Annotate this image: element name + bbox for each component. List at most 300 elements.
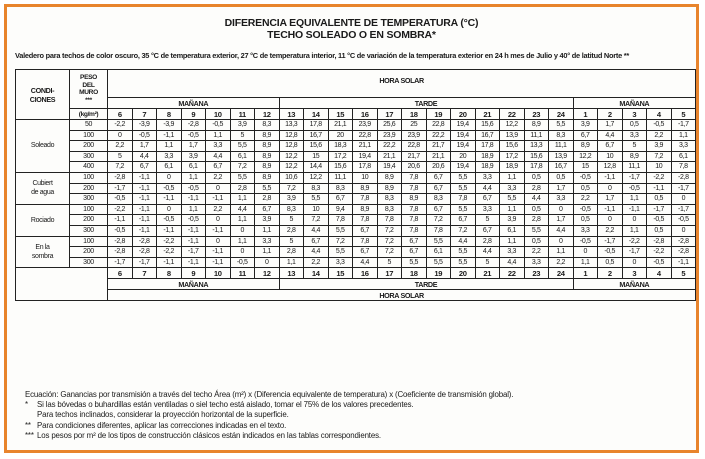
condition-label-line: Soleado xyxy=(30,142,55,150)
value-cell: 7,2 xyxy=(377,225,402,236)
condition-label xyxy=(16,120,70,173)
footer-hour-14: 14 xyxy=(304,268,329,279)
value-cell: 5,5 xyxy=(328,225,353,236)
value-cell: -1,1 xyxy=(132,225,157,236)
condiciones-line: CIONES xyxy=(29,94,56,104)
value-cell: 12,2 xyxy=(573,151,598,162)
value-cell: 7,8 xyxy=(402,225,427,236)
value-cell: 16,7 xyxy=(475,130,500,141)
footer-hour-9: 9 xyxy=(181,268,206,279)
value-cell: 1,7 xyxy=(598,120,623,131)
value-cell: 0,5 xyxy=(573,215,598,226)
value-cell: 3,9 xyxy=(647,141,672,152)
value-cell: 0 xyxy=(622,215,647,226)
value-cell: 9,4 xyxy=(328,204,353,215)
value-cell: 8,9 xyxy=(353,183,378,194)
value-cell: 13,9 xyxy=(549,151,574,162)
peso-cell: 100 xyxy=(70,236,108,247)
value-cell: -1,1 xyxy=(132,204,157,215)
table-row xyxy=(16,172,696,183)
value-cell: 25,6 xyxy=(377,120,402,131)
value-cell: 22,2 xyxy=(426,130,451,141)
value-cell: 21,1 xyxy=(328,120,353,131)
value-cell: 20,6 xyxy=(402,162,427,173)
table-row xyxy=(16,162,696,173)
condition-label-line: de agua xyxy=(31,189,54,197)
value-cell: 6,7 xyxy=(206,162,231,173)
value-cell: 0 xyxy=(255,257,280,268)
value-cell: 8,9 xyxy=(255,151,280,162)
value-cell: 0,5 xyxy=(524,204,549,215)
value-cell: -1,1 xyxy=(132,194,157,205)
peso-line: MURO xyxy=(79,89,98,96)
value-cell: 12,2 xyxy=(279,162,304,173)
value-cell: 8,9 xyxy=(255,162,280,173)
value-cell: 0 xyxy=(230,225,255,236)
value-cell: -1,1 xyxy=(206,194,231,205)
value-cell: 0 xyxy=(671,225,696,236)
condition-label xyxy=(16,204,70,236)
value-cell: -1,7 xyxy=(108,257,133,268)
footer-hour-18: 18 xyxy=(402,268,427,279)
value-cell: -2,2 xyxy=(622,236,647,247)
footer-tarde: TARDE xyxy=(279,279,573,290)
value-cell: 15,6 xyxy=(475,120,500,131)
value-cell: 22,8 xyxy=(402,141,427,152)
value-cell: 7,8 xyxy=(377,215,402,226)
peso-cell: 100 xyxy=(70,130,108,141)
value-cell: 11,1 xyxy=(328,172,353,183)
value-cell: 2,2 xyxy=(524,247,549,258)
value-cell: 2,8 xyxy=(524,215,549,226)
peso-cell: 100 xyxy=(70,204,108,215)
value-cell: 3,3 xyxy=(671,141,696,152)
value-cell: 7,8 xyxy=(451,194,476,205)
hour-header-7: 7 xyxy=(132,109,157,120)
value-cell: 0 xyxy=(206,215,231,226)
value-cell: 6,1 xyxy=(671,151,696,162)
value-cell: -1,1 xyxy=(157,194,182,205)
value-cell: 6,7 xyxy=(475,225,500,236)
hour-header-16: 16 xyxy=(353,109,378,120)
value-cell: 0 xyxy=(157,204,182,215)
value-cell: -1,1 xyxy=(206,247,231,258)
value-cell: 0 xyxy=(549,204,574,215)
value-cell: 7,8 xyxy=(402,215,427,226)
value-cell: 5 xyxy=(475,215,500,226)
value-cell: 8,9 xyxy=(573,141,598,152)
value-cell: 6,7 xyxy=(426,204,451,215)
hour-header-6: 6 xyxy=(108,109,133,120)
value-cell: -2,2 xyxy=(647,172,672,183)
value-cell: 0,5 xyxy=(549,172,574,183)
value-cell: 5,5 xyxy=(451,183,476,194)
value-cell: -0,5 xyxy=(108,225,133,236)
peso-cell: 200 xyxy=(70,141,108,152)
value-cell: 6,7 xyxy=(328,194,353,205)
value-cell: -0,5 xyxy=(598,247,623,258)
value-cell: 5 xyxy=(230,130,255,141)
peso-line: *** xyxy=(85,96,92,104)
value-cell: 3,9 xyxy=(255,215,280,226)
value-cell: 23,9 xyxy=(353,120,378,131)
value-cell: 8,3 xyxy=(328,183,353,194)
page-frame xyxy=(4,4,699,453)
value-cell: 5,5 xyxy=(524,225,549,236)
value-cell: 0 xyxy=(622,257,647,268)
peso-cell: 400 xyxy=(70,162,108,173)
value-cell: 1,1 xyxy=(622,194,647,205)
value-cell: 10 xyxy=(647,162,672,173)
footer-hour-6: 6 xyxy=(108,268,133,279)
value-cell: 3,3 xyxy=(255,236,280,247)
value-cell: 1,7 xyxy=(549,215,574,226)
value-cell: -1,1 xyxy=(206,257,231,268)
value-cell: 7,8 xyxy=(402,183,427,194)
value-cell: -2,8 xyxy=(671,247,696,258)
footer-hora-solar: HORA SOLAR xyxy=(108,290,696,301)
table-row xyxy=(16,236,696,247)
table-row xyxy=(16,183,696,194)
value-cell: -1,7 xyxy=(622,247,647,258)
value-cell: -1,1 xyxy=(598,172,623,183)
value-cell: 0,5 xyxy=(622,120,647,131)
peso-cell: 100 xyxy=(70,172,108,183)
value-cell: 18,9 xyxy=(475,162,500,173)
value-cell: 3,3 xyxy=(524,257,549,268)
value-cell: 3,3 xyxy=(549,194,574,205)
value-cell: -0,5 xyxy=(573,204,598,215)
value-cell: 0 xyxy=(573,247,598,258)
value-cell: 1,1 xyxy=(230,215,255,226)
hour-header-23: 23 xyxy=(524,109,549,120)
footer-hour-8: 8 xyxy=(157,268,182,279)
value-cell: 19,4 xyxy=(451,162,476,173)
value-cell: 4,4 xyxy=(451,236,476,247)
value-cell: 2,8 xyxy=(524,183,549,194)
value-cell: 21,7 xyxy=(402,151,427,162)
value-cell: 1,1 xyxy=(181,204,206,215)
value-cell: 6,7 xyxy=(426,172,451,183)
value-cell: -2,8 xyxy=(132,236,157,247)
value-cell: 16,7 xyxy=(304,130,329,141)
value-cell: -0,5 xyxy=(132,130,157,141)
footnote-line xyxy=(25,410,695,420)
value-cell: 8,9 xyxy=(353,204,378,215)
value-cell: -1,1 xyxy=(108,215,133,226)
value-cell: 1,1 xyxy=(157,141,182,152)
value-cell: 15,6 xyxy=(304,141,329,152)
value-cell: 0 xyxy=(230,247,255,258)
hour-header-3: 3 xyxy=(622,109,647,120)
value-cell: 20 xyxy=(328,130,353,141)
footer-hour-row xyxy=(16,268,696,279)
value-cell: -1,7 xyxy=(671,204,696,215)
table-row xyxy=(16,120,696,131)
hour-header-18: 18 xyxy=(402,109,427,120)
footer-hour-20: 20 xyxy=(451,268,476,279)
value-cell: -1,1 xyxy=(157,225,182,236)
value-cell: 5 xyxy=(377,257,402,268)
title-line-1: DIFERENCIA EQUIVALENTE DE TEMPERATURA (°C) xyxy=(224,17,479,29)
value-cell: 5,5 xyxy=(230,172,255,183)
footnote-text: Ecuación: Ganancias por transmisión a través del techo Área (m²) x (Diferencia equivalente de temperatura) x (Coeficiente de transmisión global). xyxy=(25,390,514,399)
value-cell: 7,2 xyxy=(377,236,402,247)
value-cell: 5,5 xyxy=(451,257,476,268)
value-cell: -2,2 xyxy=(647,247,672,258)
value-cell: 2,2 xyxy=(206,204,231,215)
value-cell: -0,5 xyxy=(181,183,206,194)
value-cell: 15,6 xyxy=(500,141,525,152)
value-cell: -3,9 xyxy=(157,120,182,131)
value-cell: 1,1 xyxy=(255,225,280,236)
value-cell: 11,1 xyxy=(524,130,549,141)
value-cell: 6,7 xyxy=(304,236,329,247)
footer-hour-1: 1 xyxy=(573,268,598,279)
value-cell: -0,5 xyxy=(157,183,182,194)
footnote-line xyxy=(25,421,695,431)
table-row xyxy=(16,257,696,268)
peso-cell: 300 xyxy=(70,151,108,162)
value-cell: 1,7 xyxy=(132,141,157,152)
peso-line: DEL xyxy=(82,81,95,89)
value-cell: 0 xyxy=(206,236,231,247)
value-cell: 1,7 xyxy=(181,141,206,152)
value-cell: -1,7 xyxy=(132,257,157,268)
condition-label-line: Rociado xyxy=(30,216,55,224)
value-cell: 0 xyxy=(108,130,133,141)
value-cell: 7,2 xyxy=(426,215,451,226)
value-cell: 2,8 xyxy=(279,247,304,258)
value-cell: 6,7 xyxy=(451,215,476,226)
value-cell: 4,4 xyxy=(500,257,525,268)
temperature-table xyxy=(15,69,696,301)
value-cell: 5,5 xyxy=(304,194,329,205)
value-cell: -1,1 xyxy=(181,257,206,268)
value-cell: -1,1 xyxy=(132,183,157,194)
value-cell: -1,1 xyxy=(206,225,231,236)
table-row xyxy=(16,151,696,162)
value-cell: 7,8 xyxy=(426,225,451,236)
footer-hour-4: 4 xyxy=(647,268,672,279)
value-cell: 17,8 xyxy=(304,120,329,131)
footnote-line xyxy=(25,390,695,400)
value-cell: -1,7 xyxy=(598,236,623,247)
value-cell: 3,9 xyxy=(279,194,304,205)
value-cell: 5,5 xyxy=(451,247,476,258)
footer-hour-5: 5 xyxy=(671,268,696,279)
value-cell: 5,5 xyxy=(500,194,525,205)
value-cell: 1,1 xyxy=(500,204,525,215)
value-cell: -1,1 xyxy=(157,257,182,268)
footer-hour-7: 7 xyxy=(132,268,157,279)
value-cell: 0,5 xyxy=(573,183,598,194)
period-row xyxy=(16,98,696,109)
value-cell: 6,7 xyxy=(132,162,157,173)
value-cell: 3,9 xyxy=(500,215,525,226)
value-cell: 4,4 xyxy=(475,247,500,258)
value-cell: -0,5 xyxy=(230,257,255,268)
value-cell: 10 xyxy=(598,151,623,162)
value-cell: 4,4 xyxy=(524,194,549,205)
value-cell: 8,3 xyxy=(304,183,329,194)
table-title xyxy=(7,17,696,41)
value-cell: 6,1 xyxy=(157,162,182,173)
hour-header-1: 1 xyxy=(573,109,598,120)
hour-header-21: 21 xyxy=(475,109,500,120)
hour-header-24: 24 xyxy=(549,109,574,120)
condition-label-line: sombra xyxy=(31,252,54,260)
value-cell: 7,2 xyxy=(279,183,304,194)
footer-hora-row xyxy=(16,290,696,301)
value-cell: 1,1 xyxy=(500,172,525,183)
hour-row xyxy=(16,109,696,120)
value-cell: 7,2 xyxy=(647,151,672,162)
value-cell: 17,8 xyxy=(475,141,500,152)
hora-solar-header: HORA SOLAR xyxy=(108,70,696,98)
value-cell: -0,5 xyxy=(622,183,647,194)
value-cell: 7,2 xyxy=(108,162,133,173)
value-cell: -1,1 xyxy=(157,130,182,141)
value-cell: 0,5 xyxy=(524,172,549,183)
value-cell: 2,2 xyxy=(206,172,231,183)
hour-header-8: 8 xyxy=(157,109,182,120)
value-cell: 2,2 xyxy=(304,257,329,268)
footer-hour-19: 19 xyxy=(426,268,451,279)
value-cell: 5,5 xyxy=(426,236,451,247)
value-cell: 2,8 xyxy=(230,183,255,194)
footnote-text: Si las bóvedas o buhardillas están ventiladas o siel techo está aislado, tomar el 75% de los valores precedentes. xyxy=(37,400,414,410)
value-cell: 1,1 xyxy=(671,130,696,141)
value-cell: 3,3 xyxy=(500,183,525,194)
footer-hour-2: 2 xyxy=(598,268,623,279)
value-cell: 3,9 xyxy=(573,120,598,131)
value-cell: 2,2 xyxy=(647,130,672,141)
value-cell: 4,4 xyxy=(206,151,231,162)
table-row xyxy=(16,141,696,152)
value-cell: 2,2 xyxy=(573,194,598,205)
peso-cell: 300 xyxy=(70,225,108,236)
value-cell: 7,8 xyxy=(402,204,427,215)
value-cell: 6,7 xyxy=(255,204,280,215)
value-cell: 3,3 xyxy=(622,130,647,141)
value-cell: 6,7 xyxy=(573,130,598,141)
value-cell: 13,9 xyxy=(500,130,525,141)
footer-hour-10: 10 xyxy=(206,268,231,279)
value-cell: 21,1 xyxy=(377,151,402,162)
value-cell: 2,2 xyxy=(108,141,133,152)
value-cell: -0,5 xyxy=(647,257,672,268)
footer-hour-22: 22 xyxy=(500,268,525,279)
value-cell: 5,5 xyxy=(328,247,353,258)
value-cell: 7,8 xyxy=(328,215,353,226)
value-cell: 1,1 xyxy=(230,194,255,205)
footer-hour-24: 24 xyxy=(549,268,574,279)
value-cell: 20 xyxy=(451,151,476,162)
hour-header-14: 14 xyxy=(304,109,329,120)
value-cell: -1,1 xyxy=(181,236,206,247)
header-row xyxy=(16,70,696,98)
value-cell: -0,5 xyxy=(206,120,231,131)
value-cell: 3,3 xyxy=(475,204,500,215)
value-cell: 1,1 xyxy=(573,257,598,268)
footnote-mark: *** xyxy=(25,430,34,440)
value-cell: -2,8 xyxy=(671,172,696,183)
value-cell: 13,3 xyxy=(279,120,304,131)
value-cell: 4,4 xyxy=(132,151,157,162)
value-cell: -1,1 xyxy=(132,215,157,226)
footer-manana: MAÑANA xyxy=(108,279,280,290)
value-cell: 18,9 xyxy=(500,162,525,173)
condiciones-line: CONDI- xyxy=(30,85,55,95)
value-cell: 15,6 xyxy=(524,151,549,162)
table-row xyxy=(16,225,696,236)
unit-header: (kg/m²) xyxy=(70,109,108,120)
value-cell: -1,7 xyxy=(622,172,647,183)
peso-cell: 200 xyxy=(70,215,108,226)
value-cell: 1,7 xyxy=(549,183,574,194)
value-cell: -2,2 xyxy=(157,247,182,258)
value-cell: 1,1 xyxy=(181,172,206,183)
condition-label-line: Cubiert xyxy=(32,180,53,188)
value-cell: 0 xyxy=(206,183,231,194)
value-cell: 1,1 xyxy=(230,236,255,247)
value-cell: 4,4 xyxy=(353,257,378,268)
value-cell: 7,8 xyxy=(353,236,378,247)
value-cell: 5,5 xyxy=(451,172,476,183)
value-cell: 5 xyxy=(475,257,500,268)
footer-hour-15: 15 xyxy=(328,268,353,279)
value-cell: 12,2 xyxy=(304,172,329,183)
value-cell: 19,4 xyxy=(353,151,378,162)
value-cell: 2,8 xyxy=(279,225,304,236)
value-cell: 0,5 xyxy=(647,194,672,205)
value-cell: 21,1 xyxy=(426,151,451,162)
manana-header: MAÑANA xyxy=(108,98,280,109)
value-cell: 1,1 xyxy=(206,130,231,141)
value-cell: 5 xyxy=(279,236,304,247)
hour-header-9: 9 xyxy=(181,109,206,120)
value-cell: 12,2 xyxy=(500,120,525,131)
value-cell: 3,9 xyxy=(230,120,255,131)
value-cell: 5,5 xyxy=(255,183,280,194)
value-cell: -1,7 xyxy=(671,120,696,131)
condiciones-header xyxy=(16,70,70,120)
value-cell: 18,3 xyxy=(328,141,353,152)
value-cell: 6,7 xyxy=(353,225,378,236)
value-cell: -1,1 xyxy=(671,257,696,268)
value-cell: 8,3 xyxy=(549,130,574,141)
value-cell: 14,4 xyxy=(304,162,329,173)
value-cell: -3,9 xyxy=(132,120,157,131)
value-cell: 23,9 xyxy=(377,130,402,141)
hour-header-19: 19 xyxy=(426,109,451,120)
value-cell: -0,5 xyxy=(647,215,672,226)
value-cell: -2,8 xyxy=(108,172,133,183)
value-cell: 0,5 xyxy=(598,257,623,268)
value-cell: -2,8 xyxy=(647,236,672,247)
footnote-text: Para condiciones diferentes, aplicar las correcciones indicadas en el texto. xyxy=(37,420,287,430)
value-cell: 13,3 xyxy=(524,141,549,152)
value-cell: 8,9 xyxy=(377,183,402,194)
value-cell: 17,2 xyxy=(500,151,525,162)
value-cell: 17,2 xyxy=(328,151,353,162)
hour-header-11: 11 xyxy=(230,109,255,120)
manana-header: MAÑANA xyxy=(573,98,696,109)
value-cell: 3,9 xyxy=(181,151,206,162)
peso-header xyxy=(70,70,108,109)
value-cell: -0,5 xyxy=(647,120,672,131)
